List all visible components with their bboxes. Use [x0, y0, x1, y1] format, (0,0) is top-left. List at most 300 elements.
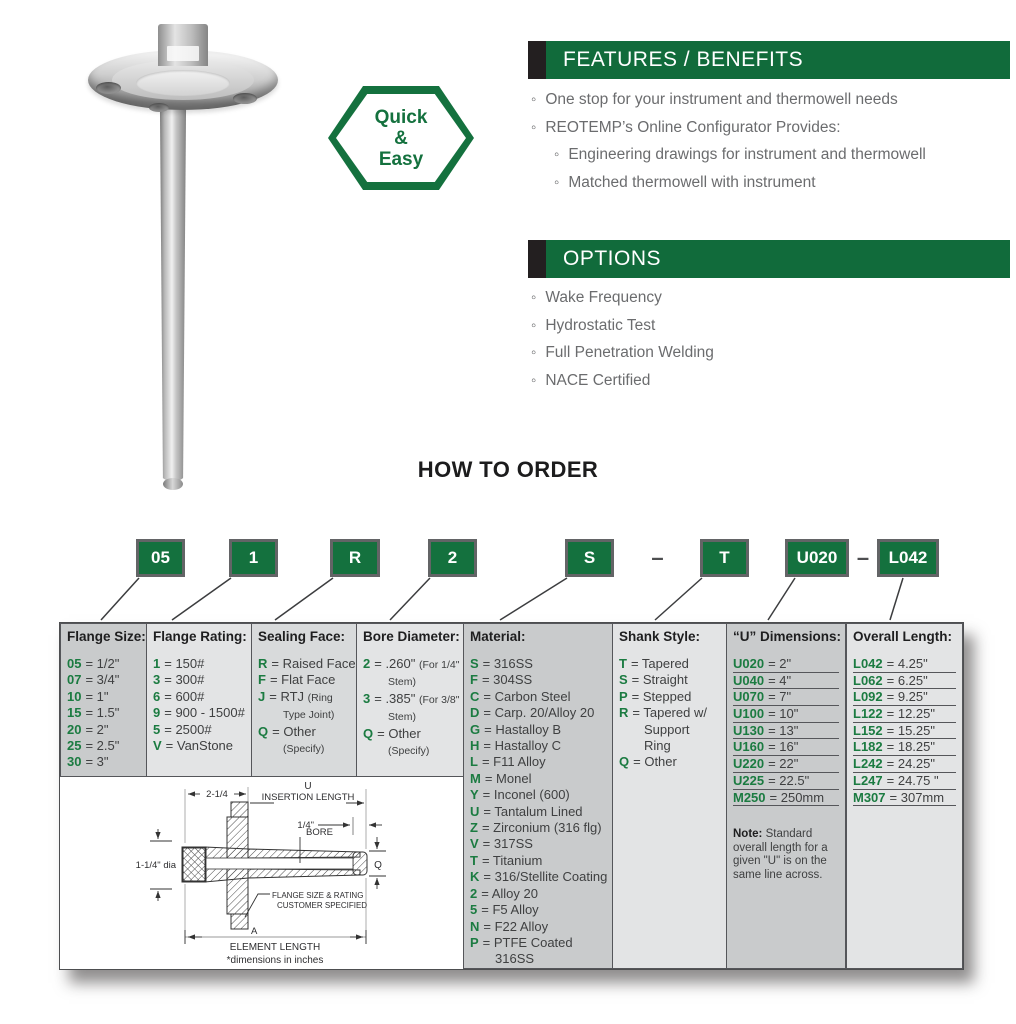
- options-header-bar: [528, 240, 1010, 278]
- column-items: [733, 656, 842, 806]
- entry-value: = 2": [85, 721, 109, 737]
- table-entry: [470, 836, 609, 852]
- entry-value: = Other: [633, 754, 677, 770]
- entry-code: 10: [67, 688, 82, 704]
- drawing-q-label: Q: [374, 860, 382, 871]
- entry-value: = 600#: [164, 688, 205, 704]
- table-entry: [619, 689, 723, 705]
- table-entry: [619, 754, 723, 770]
- entry-value-small: Stem): [388, 711, 417, 724]
- order-code-dash: –: [651, 545, 664, 570]
- features-benefits-title: FEATURES / BENEFITS: [563, 48, 804, 71]
- entry-value: = 12.25": [886, 706, 935, 722]
- column-flange-rating: [146, 623, 252, 777]
- bullet-icon: [531, 86, 536, 114]
- entry-code: C: [470, 688, 480, 704]
- column-sealing-face: [251, 623, 357, 777]
- entry-value: = 2500#: [164, 721, 212, 737]
- entry-code: L182: [853, 739, 883, 755]
- entry-value: = Other: [272, 723, 316, 739]
- entry-code: L247: [853, 772, 883, 788]
- table-entry: [853, 673, 956, 690]
- entry-code: V: [470, 836, 479, 852]
- entry-value: = 1/2": [85, 656, 120, 671]
- order-code-material: S: [565, 539, 614, 577]
- drawing-dim-2-1-4: 2-1/4: [206, 789, 228, 800]
- order-code-dash: –: [856, 545, 870, 570]
- entry-value: = Stepped: [631, 688, 692, 704]
- bullet-text: Hydrostatic Test: [545, 316, 656, 334]
- thermowell-hub-label: [167, 46, 199, 61]
- entry-code: 1: [153, 656, 161, 671]
- entry-code: G: [470, 721, 481, 737]
- entry-value: = Straight: [631, 672, 688, 688]
- entry-value: = 24.75 ": [886, 772, 939, 788]
- bullet-text: Engineering drawings for instrument and thermowell: [568, 146, 926, 163]
- entry-code: U020: [733, 656, 765, 671]
- entry-code: F: [470, 672, 478, 688]
- column-items: [470, 656, 609, 968]
- bullet-text: NACE Certified: [545, 371, 651, 389]
- bullet-text: REOTEMP’s Online Configurator Provides:: [545, 118, 841, 136]
- column-header: Shank Style:: [619, 629, 701, 644]
- bullet-icon: [531, 367, 536, 395]
- bullet-text: Full Penetration Welding: [545, 344, 714, 361]
- header-bar-green: [546, 240, 1010, 278]
- entry-value: = Inconel (600): [482, 787, 570, 803]
- column-header: Material:: [470, 629, 526, 644]
- column-items: [363, 656, 460, 759]
- entry-value: = 10": [768, 706, 799, 722]
- entry-value-small: (For 1/4": [418, 659, 460, 671]
- entry-code: 9: [153, 705, 161, 721]
- entry-code: 6: [153, 688, 161, 704]
- entry-value: = 22": [768, 756, 799, 772]
- bullet-icon: [531, 114, 536, 142]
- entry-value: = 2": [768, 656, 792, 671]
- entry-code: 05: [67, 656, 82, 671]
- badge-text: [328, 86, 474, 190]
- table-entry: [470, 722, 609, 738]
- entry-value: = 16": [768, 739, 799, 755]
- table-entry: [363, 691, 460, 708]
- entry-code: U130: [733, 722, 765, 738]
- entry-code: Q: [363, 725, 374, 741]
- table-entry: [153, 656, 248, 672]
- entry-value: = Hastalloy C: [483, 738, 562, 754]
- thermowell-flange-center: [136, 70, 230, 96]
- entry-code: U100: [733, 706, 765, 722]
- table-entry: [619, 656, 723, 672]
- table-entry: [363, 708, 460, 725]
- column-header: “U” Dimensions:: [733, 629, 842, 644]
- table-entry: [153, 705, 248, 721]
- table-entry: [733, 773, 839, 790]
- table-entry: [470, 820, 609, 836]
- column-items: [619, 656, 723, 771]
- column-header: Overall Length:: [853, 629, 953, 644]
- entry-value: = PTFE Coated: [482, 934, 573, 950]
- option-bullet-item: [531, 312, 1011, 340]
- table-entry: [258, 740, 353, 757]
- table-entry: [258, 706, 353, 723]
- entry-code: K: [470, 869, 480, 885]
- entry-code: P: [619, 688, 628, 704]
- flange-bolt-hole: [149, 103, 169, 112]
- entry-code: M: [470, 770, 481, 786]
- table-entry: [363, 742, 460, 759]
- table-entry: [153, 738, 248, 754]
- table-entry: [67, 672, 143, 688]
- entry-value-small: (For 3/8": [418, 693, 460, 706]
- entry-value-small: (Specify): [388, 745, 430, 758]
- entry-code: M307: [853, 789, 886, 805]
- entry-value: = 150#: [164, 656, 205, 671]
- table-entry: [470, 754, 609, 770]
- table-entry: [733, 723, 839, 740]
- table-entry: [470, 804, 609, 820]
- entry-code: P: [470, 934, 479, 950]
- table-entry: [67, 754, 143, 770]
- entry-code: S: [619, 672, 628, 688]
- table-entry: [853, 739, 956, 756]
- option-bullet-item: [531, 339, 1011, 367]
- column-items: [258, 656, 356, 757]
- entry-value: = Tapered w/: [632, 705, 707, 721]
- how-to-order-title: HOW TO ORDER: [417, 457, 599, 482]
- options-bullet-list: [531, 284, 1011, 394]
- table-entry: [470, 853, 609, 869]
- entry-value: = 317SS: [482, 836, 533, 852]
- column-bore-diameter: [356, 623, 464, 777]
- feature-bullet-item: [531, 114, 1011, 142]
- thermowell-stem: [159, 96, 187, 482]
- table-entry: [363, 726, 460, 742]
- order-code-flange-size: 05: [136, 539, 185, 577]
- entry-value-small: Stem): [388, 676, 417, 689]
- entry-value: = VanStone: [165, 738, 234, 754]
- bullet-text: One stop for your instrument and thermowell needs: [545, 91, 898, 108]
- entry-code: U220: [733, 756, 765, 772]
- entry-value: = 307mm: [889, 789, 945, 805]
- column-overall-length: [846, 623, 963, 969]
- entry-value: = 250mm: [769, 789, 825, 805]
- table-entry: [733, 656, 839, 673]
- entry-code: 20: [67, 721, 82, 737]
- table-entry: [619, 738, 723, 754]
- entry-code: 3: [363, 690, 371, 706]
- entry-value: = 3": [85, 754, 109, 770]
- entry-value: Support: [644, 721, 690, 737]
- table-entry: [67, 656, 143, 672]
- entry-value: = 316/Stellite Coating: [483, 869, 608, 885]
- entry-code: H: [470, 738, 480, 754]
- entry-value: = Other: [377, 725, 421, 741]
- entry-code: T: [619, 656, 627, 671]
- entry-value: = 7": [768, 689, 792, 705]
- drawing-element-length-label: ELEMENT LENGTH: [229, 942, 321, 953]
- entry-value: = 2.5": [85, 738, 120, 754]
- entry-value: = Alloy 20: [481, 885, 538, 901]
- entry-value: = Carbon Steel: [483, 688, 571, 704]
- feature-bullet-item: [554, 169, 1011, 197]
- entry-value: = 6.25": [886, 672, 928, 688]
- thermowell-stem-tip: [163, 478, 183, 490]
- entry-value: = 22.5": [768, 772, 810, 788]
- entry-code: M250: [733, 789, 766, 805]
- table-entry: [853, 773, 956, 790]
- entry-code: L: [470, 754, 478, 770]
- bullet-icon: [554, 141, 559, 169]
- entry-code: 15: [67, 705, 82, 721]
- table-entry: [258, 689, 353, 706]
- table-entry: [470, 951, 609, 967]
- entry-value: = .260": [374, 656, 419, 671]
- table-entry: [67, 722, 143, 738]
- entry-value: = F5 Alloy: [481, 902, 539, 918]
- bullet-icon: [531, 312, 536, 340]
- table-entry: [470, 869, 609, 885]
- entry-value: = 304SS: [481, 672, 533, 688]
- table-entry: [258, 672, 353, 688]
- column-header: Bore Diameter:: [363, 629, 460, 644]
- badge-line-2: &: [394, 127, 408, 149]
- drawing-flange-note-line1: FLANGE SIZE & RATING: [272, 891, 364, 900]
- entry-value: = 15.25": [886, 722, 935, 738]
- order-table: [59, 622, 964, 970]
- column-header: Sealing Face:: [258, 629, 346, 644]
- entry-code: 2: [470, 885, 478, 901]
- entry-value: = 3/4": [85, 672, 120, 688]
- column-header: Flange Rating:: [153, 629, 247, 644]
- order-code-overall-length: L042: [877, 539, 939, 577]
- entry-code: 5: [153, 721, 161, 737]
- entry-value: = 300#: [164, 672, 205, 688]
- thermowell-photo: [0, 0, 300, 500]
- entry-value: = Flat Face: [269, 672, 336, 688]
- entry-value: = 316SS: [482, 656, 533, 671]
- order-code-flange-rating: 1: [229, 539, 278, 577]
- drawing-u-label: U: [304, 781, 312, 792]
- table-entry: [363, 673, 460, 690]
- entry-code: L122: [853, 706, 883, 722]
- table-entry: [470, 672, 609, 688]
- entry-code: T: [470, 852, 478, 868]
- entry-code: R: [258, 656, 268, 671]
- header-bar-green: [546, 41, 1010, 79]
- order-code-bore-diameter: 2: [428, 539, 477, 577]
- entry-code: 07: [67, 672, 82, 688]
- feature-bullet-item: [531, 86, 1011, 114]
- drawing-insertion-length-label: INSERTION LENGTH: [261, 792, 355, 803]
- entry-value: = .385": [374, 690, 419, 706]
- entry-value: Ring: [644, 738, 671, 754]
- entry-code: L242: [853, 756, 883, 772]
- header-bar-black-block: [528, 240, 546, 278]
- table-entry: [733, 790, 839, 807]
- table-entry: [733, 673, 839, 690]
- table-entry: [853, 790, 956, 807]
- table-entry: [470, 771, 609, 787]
- table-entry: [733, 756, 839, 773]
- entry-code: 25: [67, 738, 82, 754]
- entry-code: L152: [853, 722, 883, 738]
- table-entry: [67, 705, 143, 721]
- entry-code: 5: [470, 902, 478, 918]
- table-entry: [470, 886, 609, 902]
- entry-code: L062: [853, 672, 883, 688]
- u-dimension-note: [733, 828, 842, 882]
- table-entry: [153, 689, 248, 705]
- drawing-a-label: A: [251, 926, 258, 937]
- table-entry: [470, 919, 609, 935]
- drawing-flange-note-line2: CUSTOMER SPECIFIED: [277, 901, 368, 910]
- entry-code: N: [470, 918, 480, 934]
- entry-code: D: [470, 705, 480, 721]
- bullet-text: Wake Frequency: [545, 289, 662, 306]
- entry-code: U225: [733, 772, 765, 788]
- column-u-dimensions: [726, 623, 846, 969]
- table-entry: [733, 689, 839, 706]
- entry-value: = Tantalum Lined: [483, 803, 583, 819]
- entry-code: Y: [470, 787, 479, 803]
- entry-value: = 4": [768, 672, 792, 688]
- entry-code: U040: [733, 672, 765, 688]
- bullet-text: Matched thermowell with instrument: [568, 173, 816, 191]
- table-entry: [619, 672, 723, 688]
- table-entry: [363, 656, 460, 673]
- quick-easy-badge: [328, 86, 474, 190]
- table-entry: [470, 738, 609, 754]
- flange-bolt-hole: [96, 82, 121, 94]
- options-title: OPTIONS: [563, 247, 662, 270]
- header-bar-black-block: [528, 41, 546, 79]
- column-flange-size: [60, 623, 147, 777]
- column-header: Flange Size:: [67, 629, 146, 644]
- entry-code: V: [153, 738, 162, 754]
- entry-value: 316SS: [495, 951, 535, 967]
- entry-value: = 4.25": [886, 656, 928, 671]
- entry-value: = F11 Alloy: [481, 754, 546, 770]
- column-items: [67, 656, 143, 771]
- entry-value: = 1": [85, 688, 109, 704]
- option-bullet-item: [531, 367, 1011, 395]
- entry-code: L042: [853, 656, 883, 671]
- table-entry: [853, 689, 956, 706]
- entry-value-small: (Specify): [283, 743, 325, 756]
- order-code-shank-style: T: [700, 539, 749, 577]
- table-entry: [67, 738, 143, 754]
- features-bullet-list: [531, 86, 1011, 196]
- table-entry: [470, 935, 609, 951]
- entry-value-small: (Ring: [307, 691, 333, 704]
- entry-value: = 1.5": [85, 705, 120, 721]
- entry-code: R: [619, 705, 629, 721]
- column-material: [463, 623, 613, 969]
- badge-line-1: Quick: [374, 106, 428, 128]
- entry-value: = 9.25": [886, 689, 928, 705]
- table-entry: [470, 689, 609, 705]
- table-entry: [258, 724, 353, 740]
- entry-code: U: [470, 803, 480, 819]
- table-entry: [853, 706, 956, 723]
- table-entry: [470, 902, 609, 918]
- entry-value-small: Type Joint): [283, 709, 335, 722]
- bullet-icon: [554, 169, 559, 197]
- table-entry: [733, 706, 839, 723]
- table-entry: [619, 722, 723, 738]
- table-entry: [470, 705, 609, 721]
- entry-value: = Tapered: [630, 656, 689, 671]
- entry-value: = Hastalloy B: [484, 721, 562, 737]
- table-entry: [853, 656, 956, 673]
- entry-code: J: [258, 688, 266, 704]
- entry-code: 2: [363, 656, 371, 671]
- drawing-quarter-inch-label: 1/4": [297, 820, 314, 831]
- order-code-sealing-face: R: [330, 539, 380, 577]
- table-entry: [67, 689, 143, 705]
- entry-code: Q: [619, 754, 630, 770]
- table-entry: [153, 672, 248, 688]
- badge-line-3: Easy: [378, 148, 424, 170]
- entry-value: = RTJ: [269, 688, 308, 704]
- entry-value: = Zirconium (316 flg): [481, 820, 602, 836]
- table-entry: [853, 723, 956, 740]
- option-bullet-item: [531, 284, 1011, 312]
- entry-value: = Carp. 20/Alloy 20: [483, 705, 595, 721]
- note-label: Note:: [733, 828, 763, 841]
- entry-value: = 18.25": [886, 739, 935, 755]
- entry-value: = Monel: [484, 770, 532, 786]
- entry-code: L092: [853, 689, 883, 705]
- order-code-u-dimension: U020: [785, 539, 849, 577]
- entry-code: 3: [153, 672, 161, 688]
- column-items: [153, 656, 248, 754]
- features-benefits-header-bar: [528, 41, 1010, 79]
- bullet-icon: [531, 339, 536, 367]
- entry-code: U160: [733, 739, 765, 755]
- bullet-icon: [531, 284, 536, 312]
- table-entry: [733, 739, 839, 756]
- entry-code: 30: [67, 754, 82, 770]
- column-items: [853, 656, 959, 806]
- flange-bolt-hole: [233, 93, 257, 104]
- entry-code: Z: [470, 820, 478, 836]
- entry-code: F: [258, 672, 266, 688]
- entry-value: = 13": [768, 722, 799, 738]
- entry-value: = 900 - 1500#: [164, 705, 245, 721]
- feature-bullet-item: [554, 141, 1011, 169]
- drawing-bore-label: BORE: [306, 827, 333, 838]
- table-entry: [853, 756, 956, 773]
- table-entry: [258, 656, 356, 672]
- table-entry: [153, 722, 248, 738]
- drawing-diameter-label: 1-1/4" dia: [135, 860, 176, 871]
- entry-code: Q: [258, 723, 269, 739]
- table-entry: [470, 787, 609, 803]
- table-entry: [470, 656, 609, 672]
- entry-code: U070: [733, 689, 765, 705]
- thermowell-technical-drawing: [60, 777, 463, 969]
- entry-value: = Titanium: [481, 852, 543, 868]
- entry-code: S: [470, 656, 479, 671]
- entry-value: = 24.25": [886, 756, 935, 772]
- table-entry: [619, 705, 723, 721]
- entry-value: = Raised Face: [271, 656, 356, 671]
- entry-value: = F22 Alloy: [483, 918, 549, 934]
- note-text: Standard overall length for a given "U" is on the same line across.: [733, 828, 828, 881]
- drawing-footnote: *dimensions in inches: [226, 955, 324, 966]
